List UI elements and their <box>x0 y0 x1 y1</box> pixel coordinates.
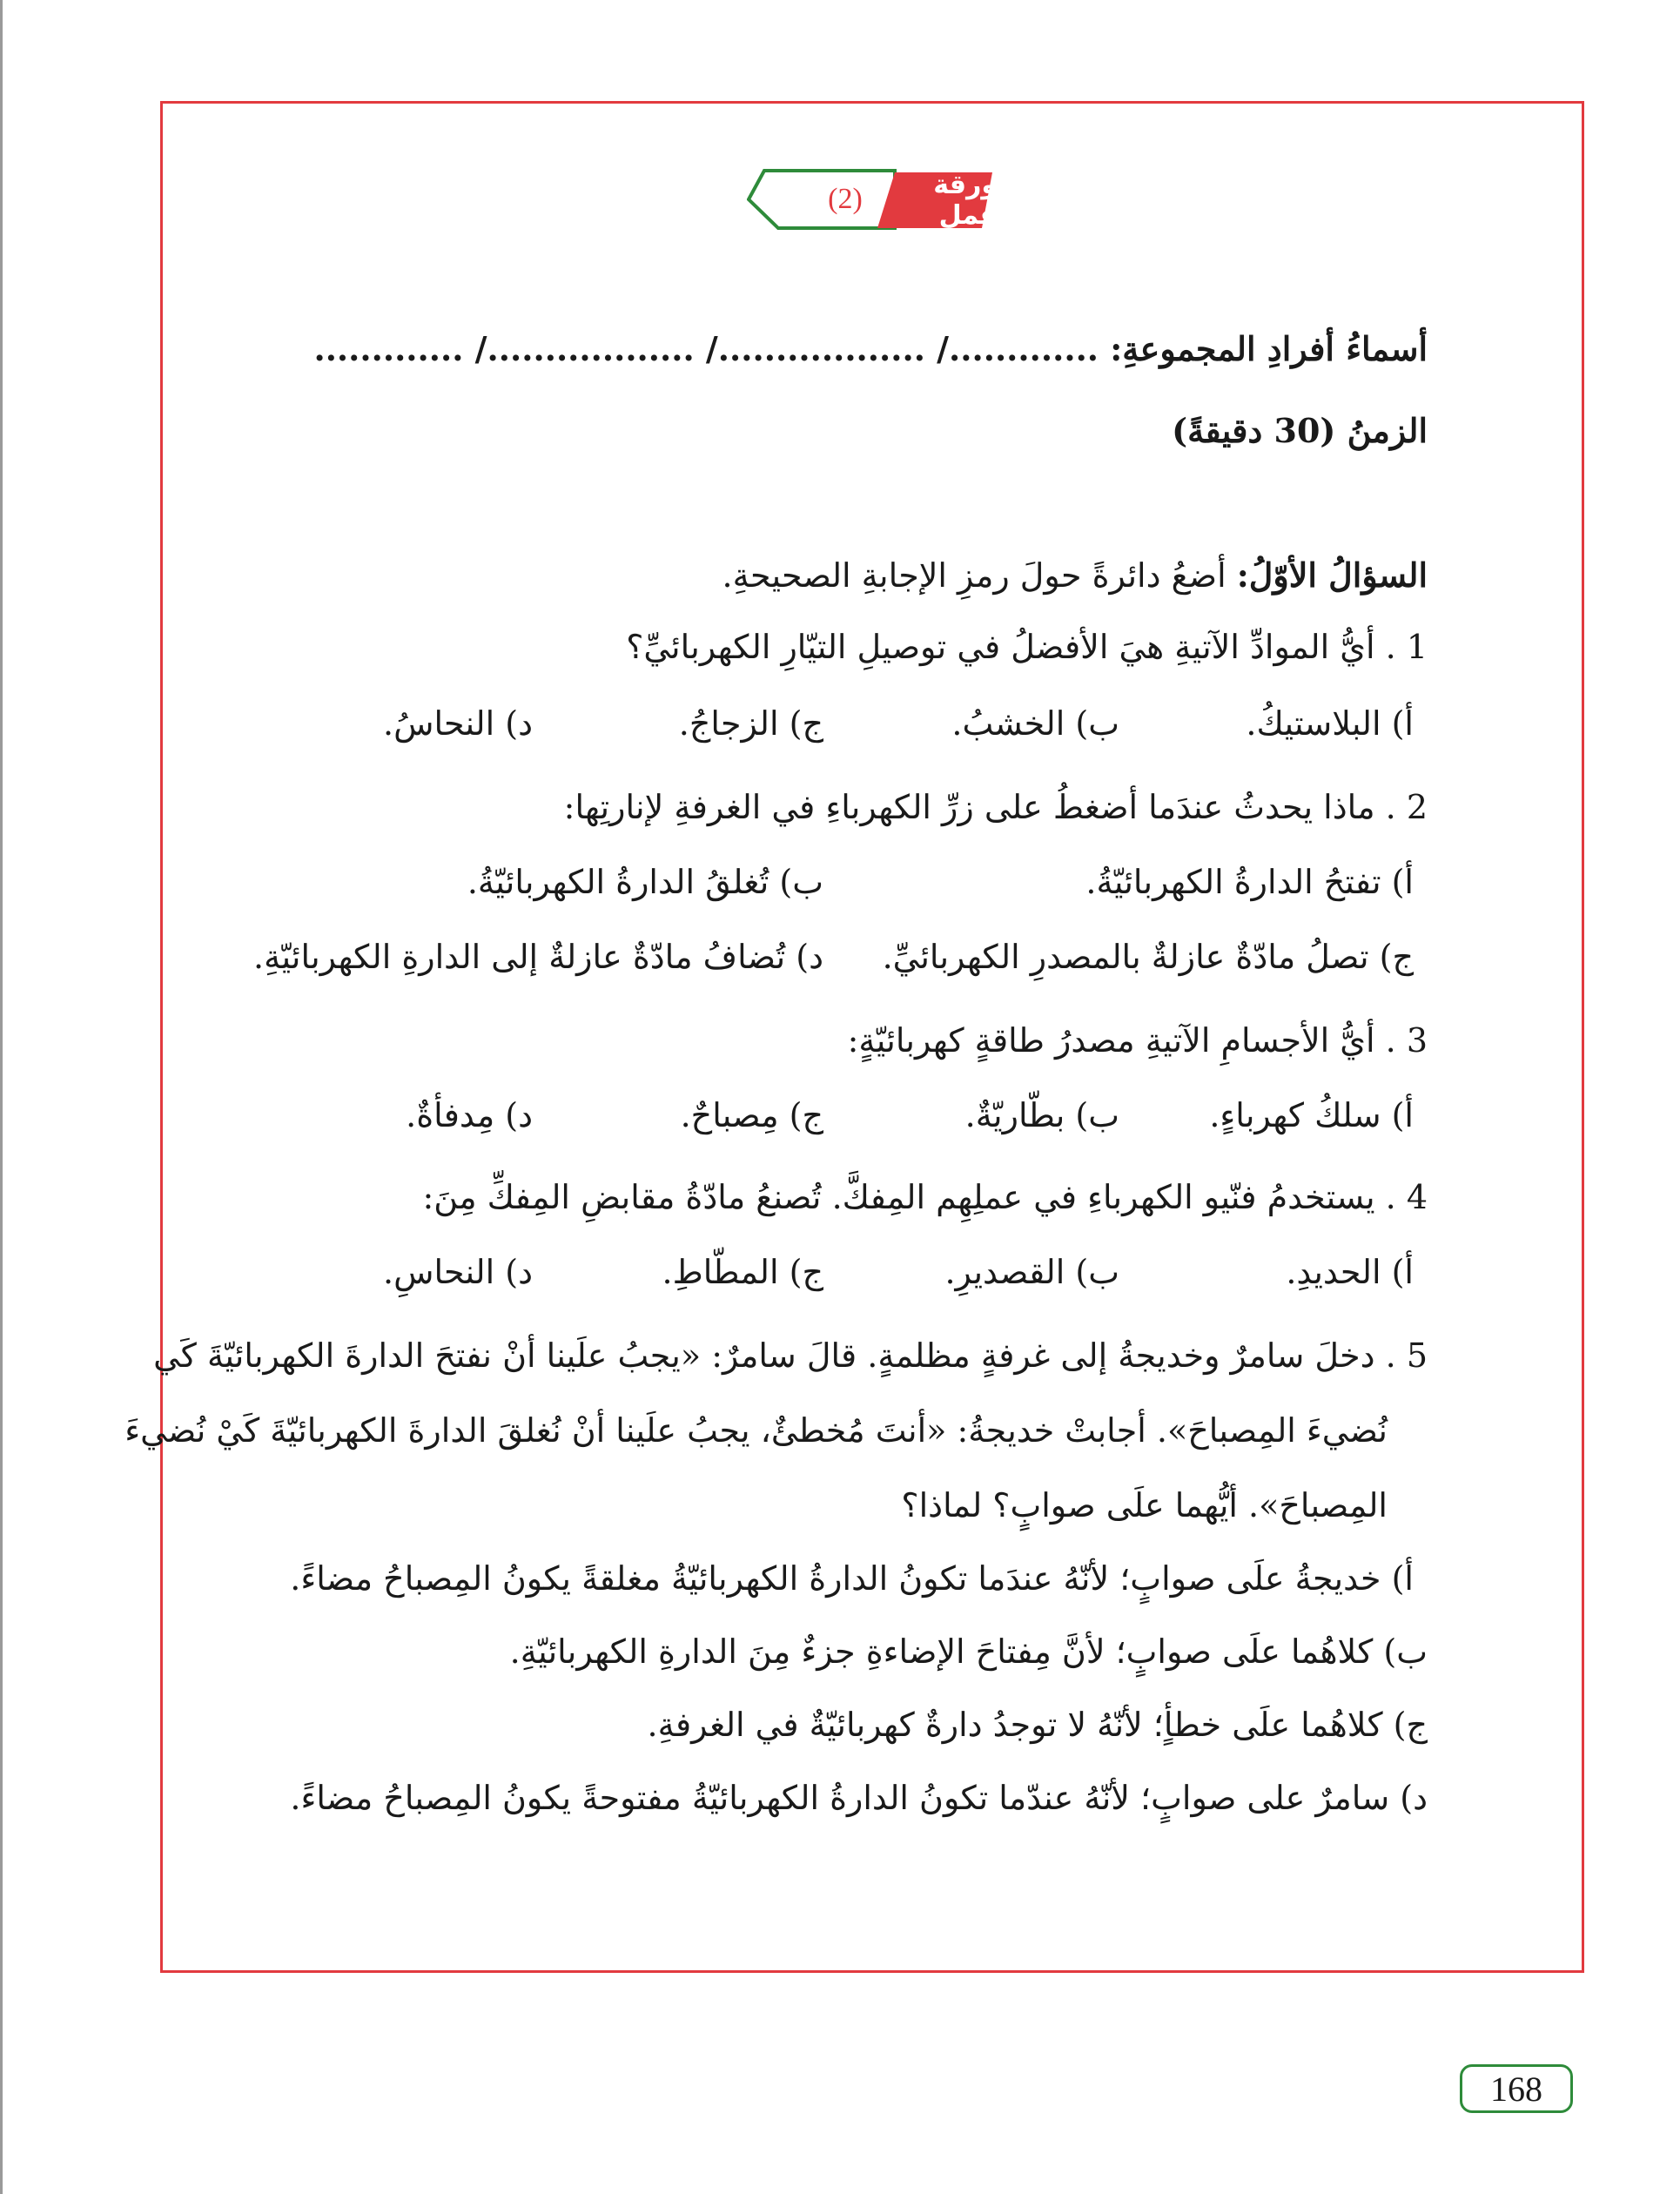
item5-option-b[interactable]: ب) كلاهُما علَى صوابٍ؛ لأنَّ مِفتاحَ الإضاءةِ جزءٌ مِنَ الدارةِ الكهربائيّةِ. <box>509 1632 1428 1671</box>
item1-option-c[interactable]: ج) الزجاجُ. <box>678 704 823 743</box>
item4-stem: 4 . يستخدمُ فنّيو الكهرباءِ في عملِهِم المِفكَّ. تُصنعُ مادّةُ مقابضِ المِفكِّ مِنَ: <box>422 1178 1428 1216</box>
item4-option-d[interactable]: د) النحاسِ. <box>382 1253 533 1291</box>
question1-heading <box>722 550 1428 601</box>
item2-option-a[interactable]: أ) تفتحُ الدارةُ الكهربائيّةُ. <box>1085 863 1414 901</box>
item4-option-c[interactable]: ج) المطّاطِ. <box>662 1253 823 1291</box>
item5-stem-line3: المِصباحَ». أيُّهما علَى صوابٍ؟ لماذا؟ <box>901 1486 1388 1524</box>
page-edge-rule <box>0 0 3 2194</box>
item2-option-d[interactable]: د) تُضافُ مادّةٌ عازلةٌ إلى الدارةِ الكهربائيّةِ. <box>253 938 823 976</box>
question1-title: السؤالُ الأوّلُ: <box>1236 555 1428 595</box>
item2-option-b[interactable]: ب) تُغلقُ الدارةُ الكهربائيّةُ. <box>467 863 823 901</box>
item5-stem-line2: نُضيءَ المِصباحَ». أجابتْ خديجةُ: «أنتَ مُخطئٌ، يجبُ علَينا أنْ نُغلقَ الدارةَ الكهربائيّةَ كَيْ نُضيءَ <box>124 1411 1388 1450</box>
item2-option-c[interactable]: ج) تصلُ مادّةٌ عازلةٌ بالمصدرِ الكهربائيِّ. <box>882 938 1414 976</box>
item5-stem-line1: 5 . دخلَ سامرٌ وخديجةُ إلى غرفةٍ مظلمةٍ. قالَ سامرٌ: «يجبُ علَينا أنْ نفتحَ الدارةَ الكهربائيّةَ كَي <box>153 1336 1428 1375</box>
item2-stem: 2 . ماذا يحدثُ عندَما أضغطُ على زرِّ الكهرباءِ في الغرفةِ لإنارتِها: <box>563 788 1428 826</box>
time-label: الزمنُ (30 دقيقةً) <box>1172 411 1428 450</box>
item3-option-a[interactable]: أ) سلكُ كهرباءٍ. <box>1209 1096 1414 1134</box>
item5-option-d[interactable]: د) سامرٌ على صوابٍ؛ لأنّهُ عندّما تكونُ الدارةُ الكهربائيّةُ مفتوحةً يكونُ المِصباحُ مضاءً. <box>290 1779 1428 1817</box>
worksheet-number: (2) <box>828 183 863 215</box>
item3-option-b[interactable]: ب) بطّاريّةٌ. <box>964 1096 1119 1134</box>
item3-option-c[interactable]: ج) مِصباحٌ. <box>680 1096 823 1134</box>
item1-option-d[interactable]: د) النحاسُ. <box>382 704 533 743</box>
item5-option-c[interactable]: ج) كلاهُما علَى خطأٍ؛ لأنّهُ لا توجدُ دارةٌ كهربائيّةٌ في الغرفةِ. <box>647 1706 1428 1744</box>
item3-option-d[interactable]: د) مِدفأةٌ. <box>406 1096 533 1134</box>
page-number: 168 <box>1460 2064 1573 2113</box>
worksheet-badge <box>747 165 999 233</box>
group-names-line: أسماءُ أفرادِ المجموعةِ: ............./ ................../ ................../ ............. <box>313 329 1428 368</box>
item5-option-a[interactable]: أ) خديجةُ علَى صوابٍ؛ لأنّهُ عندَما تكونُ الدارةُ الكهربائيّةُ مغلقةً يكونُ المِصباحُ مضاءً. <box>290 1559 1414 1598</box>
item4-option-a[interactable]: أ) الحديدِ. <box>1286 1253 1414 1291</box>
item1-stem: 1 . أيُّ الموادِّ الآتيةِ هيَ الأفضلُ في توصيلِ التيّارِ الكهربائيِّ؟ <box>626 628 1428 666</box>
item1-option-b[interactable]: ب) الخشبُ. <box>951 704 1119 743</box>
item1-option-a[interactable]: أ) البلاستيكُ. <box>1246 704 1414 743</box>
worksheet-label: ورقة عمل <box>933 170 998 231</box>
item4-option-b[interactable]: ب) القصديرِ. <box>944 1253 1119 1291</box>
item3-stem: 3 . أيُّ الأجسامِ الآتيةِ مصدرُ طاقةٍ كهربائيّةٍ: <box>847 1021 1428 1060</box>
question1-instruction: أضعُ دائرةً حولَ رمزِ الإجابةِ الصحيحةِ. <box>722 556 1226 595</box>
